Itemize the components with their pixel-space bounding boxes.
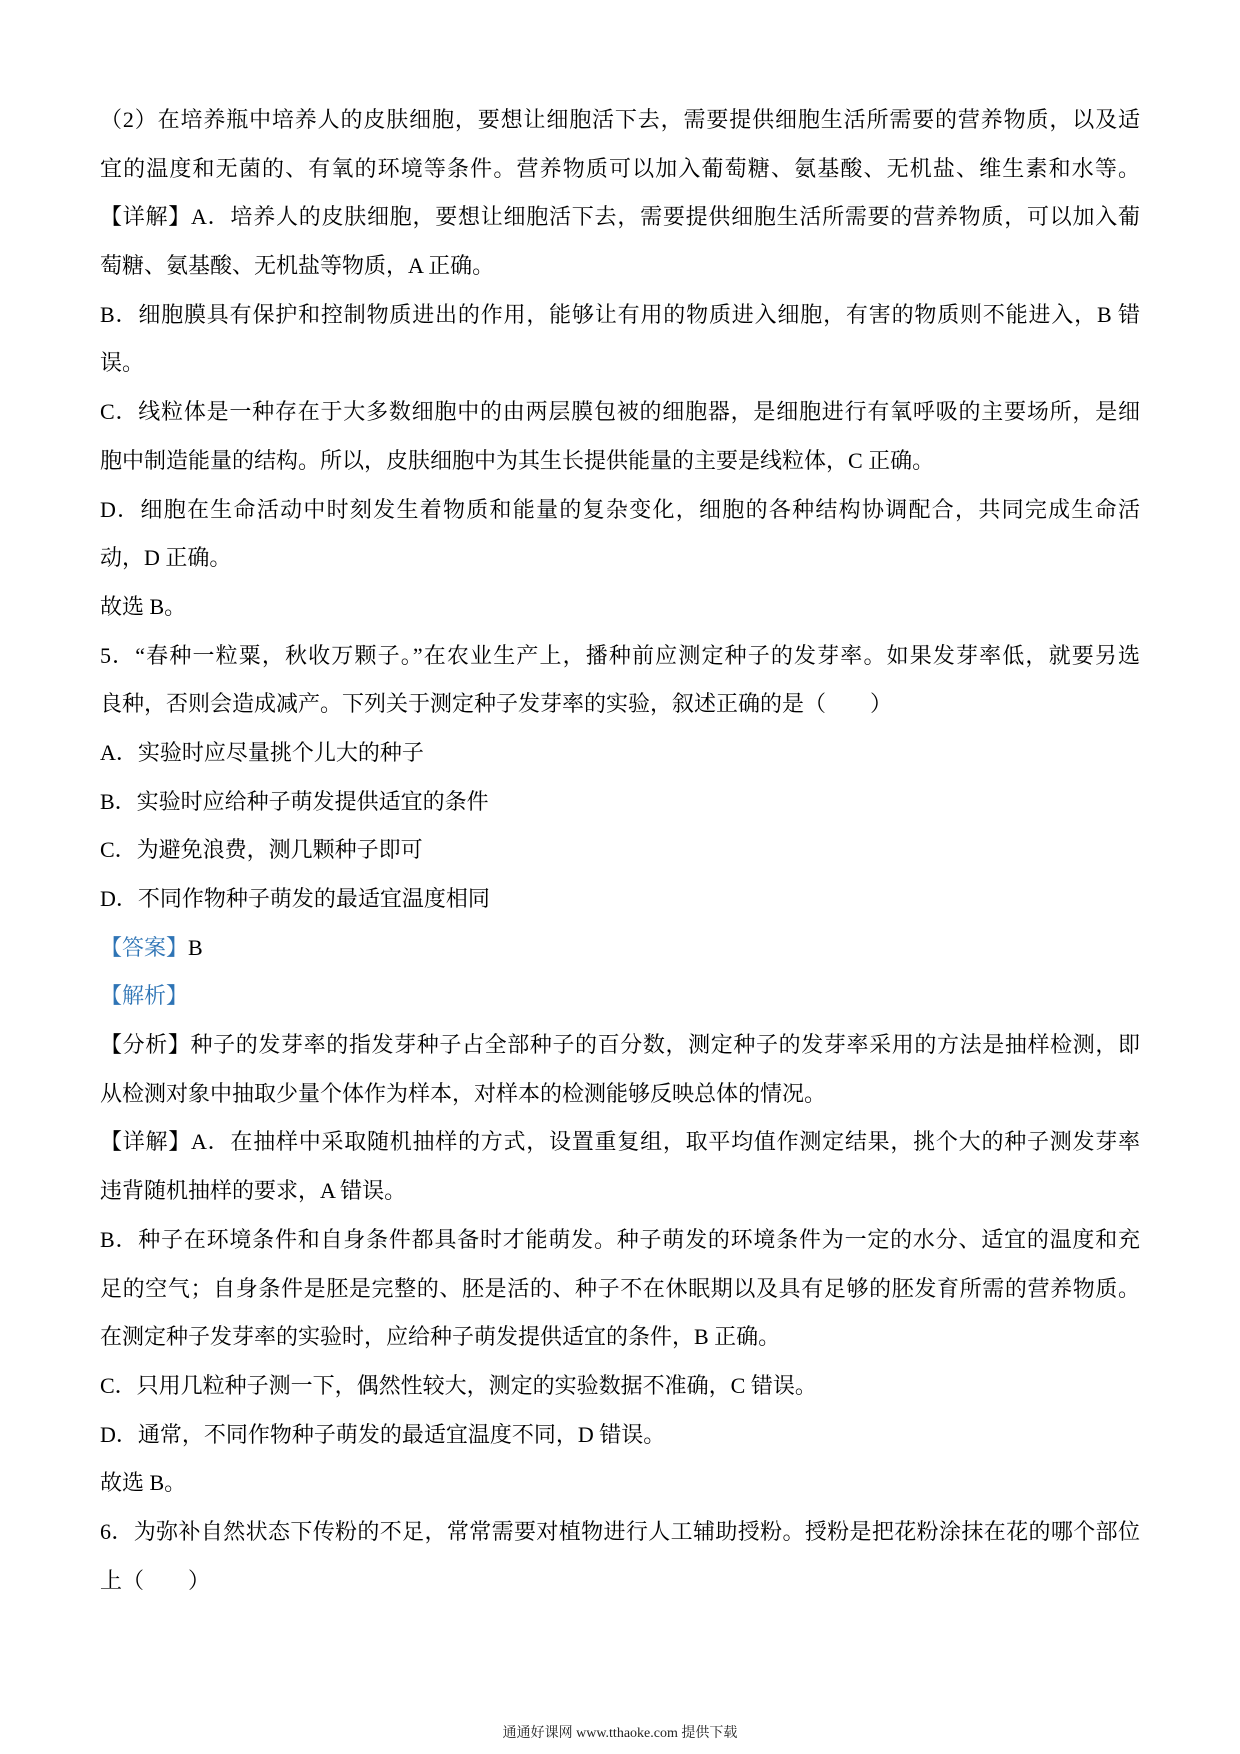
text-segment: B．细胞膜具有保护和控制物质进出的作用，能够让有用的物质进入细胞，有害的物质则不能进入，B 错 [100,301,1140,327]
text-segment: 萄糖、氨基酸、无机盐等物质，A 正确。 [100,253,495,279]
text-segment: 在测定种子发芽率的实验时，应给种子萌发提供适宜的条件，B 正确。 [100,1324,781,1350]
text-segment: 从检测对象中抽取少量个体作为样本，对样本的检测能够反映总体的情况。 [100,1080,827,1106]
text-line [100,242,1140,291]
text-line [100,1459,1140,1508]
footer-text: 通通好课网 www.tthaoke.com 提供下载 [502,1726,738,1741]
text-line [100,534,1140,583]
text-line [100,339,1140,388]
text-segment: C．只用几粒种子测一下，偶然性较大，测定的实验数据不准确，C 错误。 [100,1372,817,1398]
text-line [100,583,1140,632]
text-line [100,193,1140,242]
answer-label: 【答案】 [100,934,189,960]
text-line [100,826,1140,875]
text-line [100,1118,1140,1167]
text-segment: B．实验时应给种子萌发提供适宜的条件 [100,788,489,814]
text-segment: 胞中制造能量的结构。所以，皮肤细胞中为其生长提供能量的主要是线粒体，C 正确。 [100,447,935,473]
text-segment: 动，D 正确。 [100,545,232,571]
text-line [100,1216,1140,1265]
text-segment: 【分析】种子的发芽率的指发芽种子占全部种子的百分数，测定种子的发芽率采用的方法是抽样检测，即 [100,1032,1140,1058]
text-segment: 宜的温度和无菌的、有氧的环境等条件。营养物质可以加入葡萄糖、氨基酸、无机盐、维生素和水等。 [100,155,1140,181]
text-line [100,778,1140,827]
text-segment: 6．为弥补自然状态下传粉的不足，常常需要对植物进行人工辅助授粉。授粉是把花粉涂抹在花的哪个部位 [100,1518,1140,1544]
text-line [100,1265,1140,1314]
text-segment: A．实验时应尽量挑个儿大的种子 [100,739,424,765]
text-segment: C．线粒体是一种存在于大多数细胞中的由两层膜包被的细胞器，是细胞进行有氧呼吸的主要场所，是细 [100,399,1140,425]
text-line [100,1021,1140,1070]
text-line [100,291,1140,340]
text-line [100,1411,1140,1460]
text-line [100,1362,1140,1411]
text-segment: 足的空气；自身条件是胚是完整的、胚是活的、种子不在休眠期以及具有足够的胚发育所需的营养物质。 [100,1275,1140,1301]
text-line [100,924,1140,973]
text-line [100,1070,1140,1119]
answer-label: 【解析】 [100,983,189,1009]
text-line [100,875,1140,924]
text-segment: B．种子在环境条件和自身条件都具备时才能萌发。种子萌发的环境条件为一定的水分、适宜的温度和充 [100,1226,1140,1252]
document-body [100,96,1140,1605]
text-segment: （2）在培养瓶中培养人的皮肤细胞，要想让细胞活下去，需要提供细胞生活所需要的营养物质，以及适 [100,107,1140,132]
text-segment: B [188,934,203,960]
text-segment: 良种，否则会造成减产。下列关于测定种子发芽率的实验，叙述正确的是（ ） [100,691,893,717]
text-line [100,1508,1140,1557]
text-line [100,680,1140,729]
text-segment: 故选 B。 [100,593,187,619]
text-line [100,972,1140,1021]
text-line [100,729,1140,778]
text-line [100,437,1140,486]
text-segment: C．为避免浪费，测几颗种子即可 [100,837,423,863]
text-segment: 故选 B。 [100,1470,187,1496]
text-line [100,632,1140,681]
text-segment: 违背随机抽样的要求，A 错误。 [100,1178,407,1204]
text-segment: 误。 [100,350,145,376]
text-segment: D．细胞在生命活动中时刻发生着物质和能量的复杂变化，细胞的各种结构协调配合，共同完成生命活 [100,496,1140,522]
text-segment: 5．“春种一粒粟，秋收万颗子。”在农业生产上，播种前应测定种子的发芽率。如果发芽率低，就要另选 [100,642,1140,668]
text-line [100,388,1140,437]
text-segment: D．不同作物种子萌发的最适宜温度相同 [100,886,490,911]
text-line [100,96,1140,145]
text-line [100,1313,1140,1362]
text-segment: 上（ ） [100,1567,211,1593]
text-segment: 【详解】A．培养人的皮肤细胞，要想让细胞活下去，需要提供细胞生活所需要的营养物质，可以加入葡 [100,204,1140,230]
text-line [100,145,1140,194]
text-line [100,1167,1140,1216]
text-segment: 【详解】A．在抽样中采取随机抽样的方式，设置重复组，取平均值作测定结果，挑个大的种子测发芽率 [100,1129,1140,1155]
text-line [100,486,1140,535]
text-segment: D．通常，不同作物种子萌发的最适宜温度不同，D 错误。 [100,1421,666,1447]
page-footer [0,1724,1240,1744]
text-line [100,1557,1140,1606]
